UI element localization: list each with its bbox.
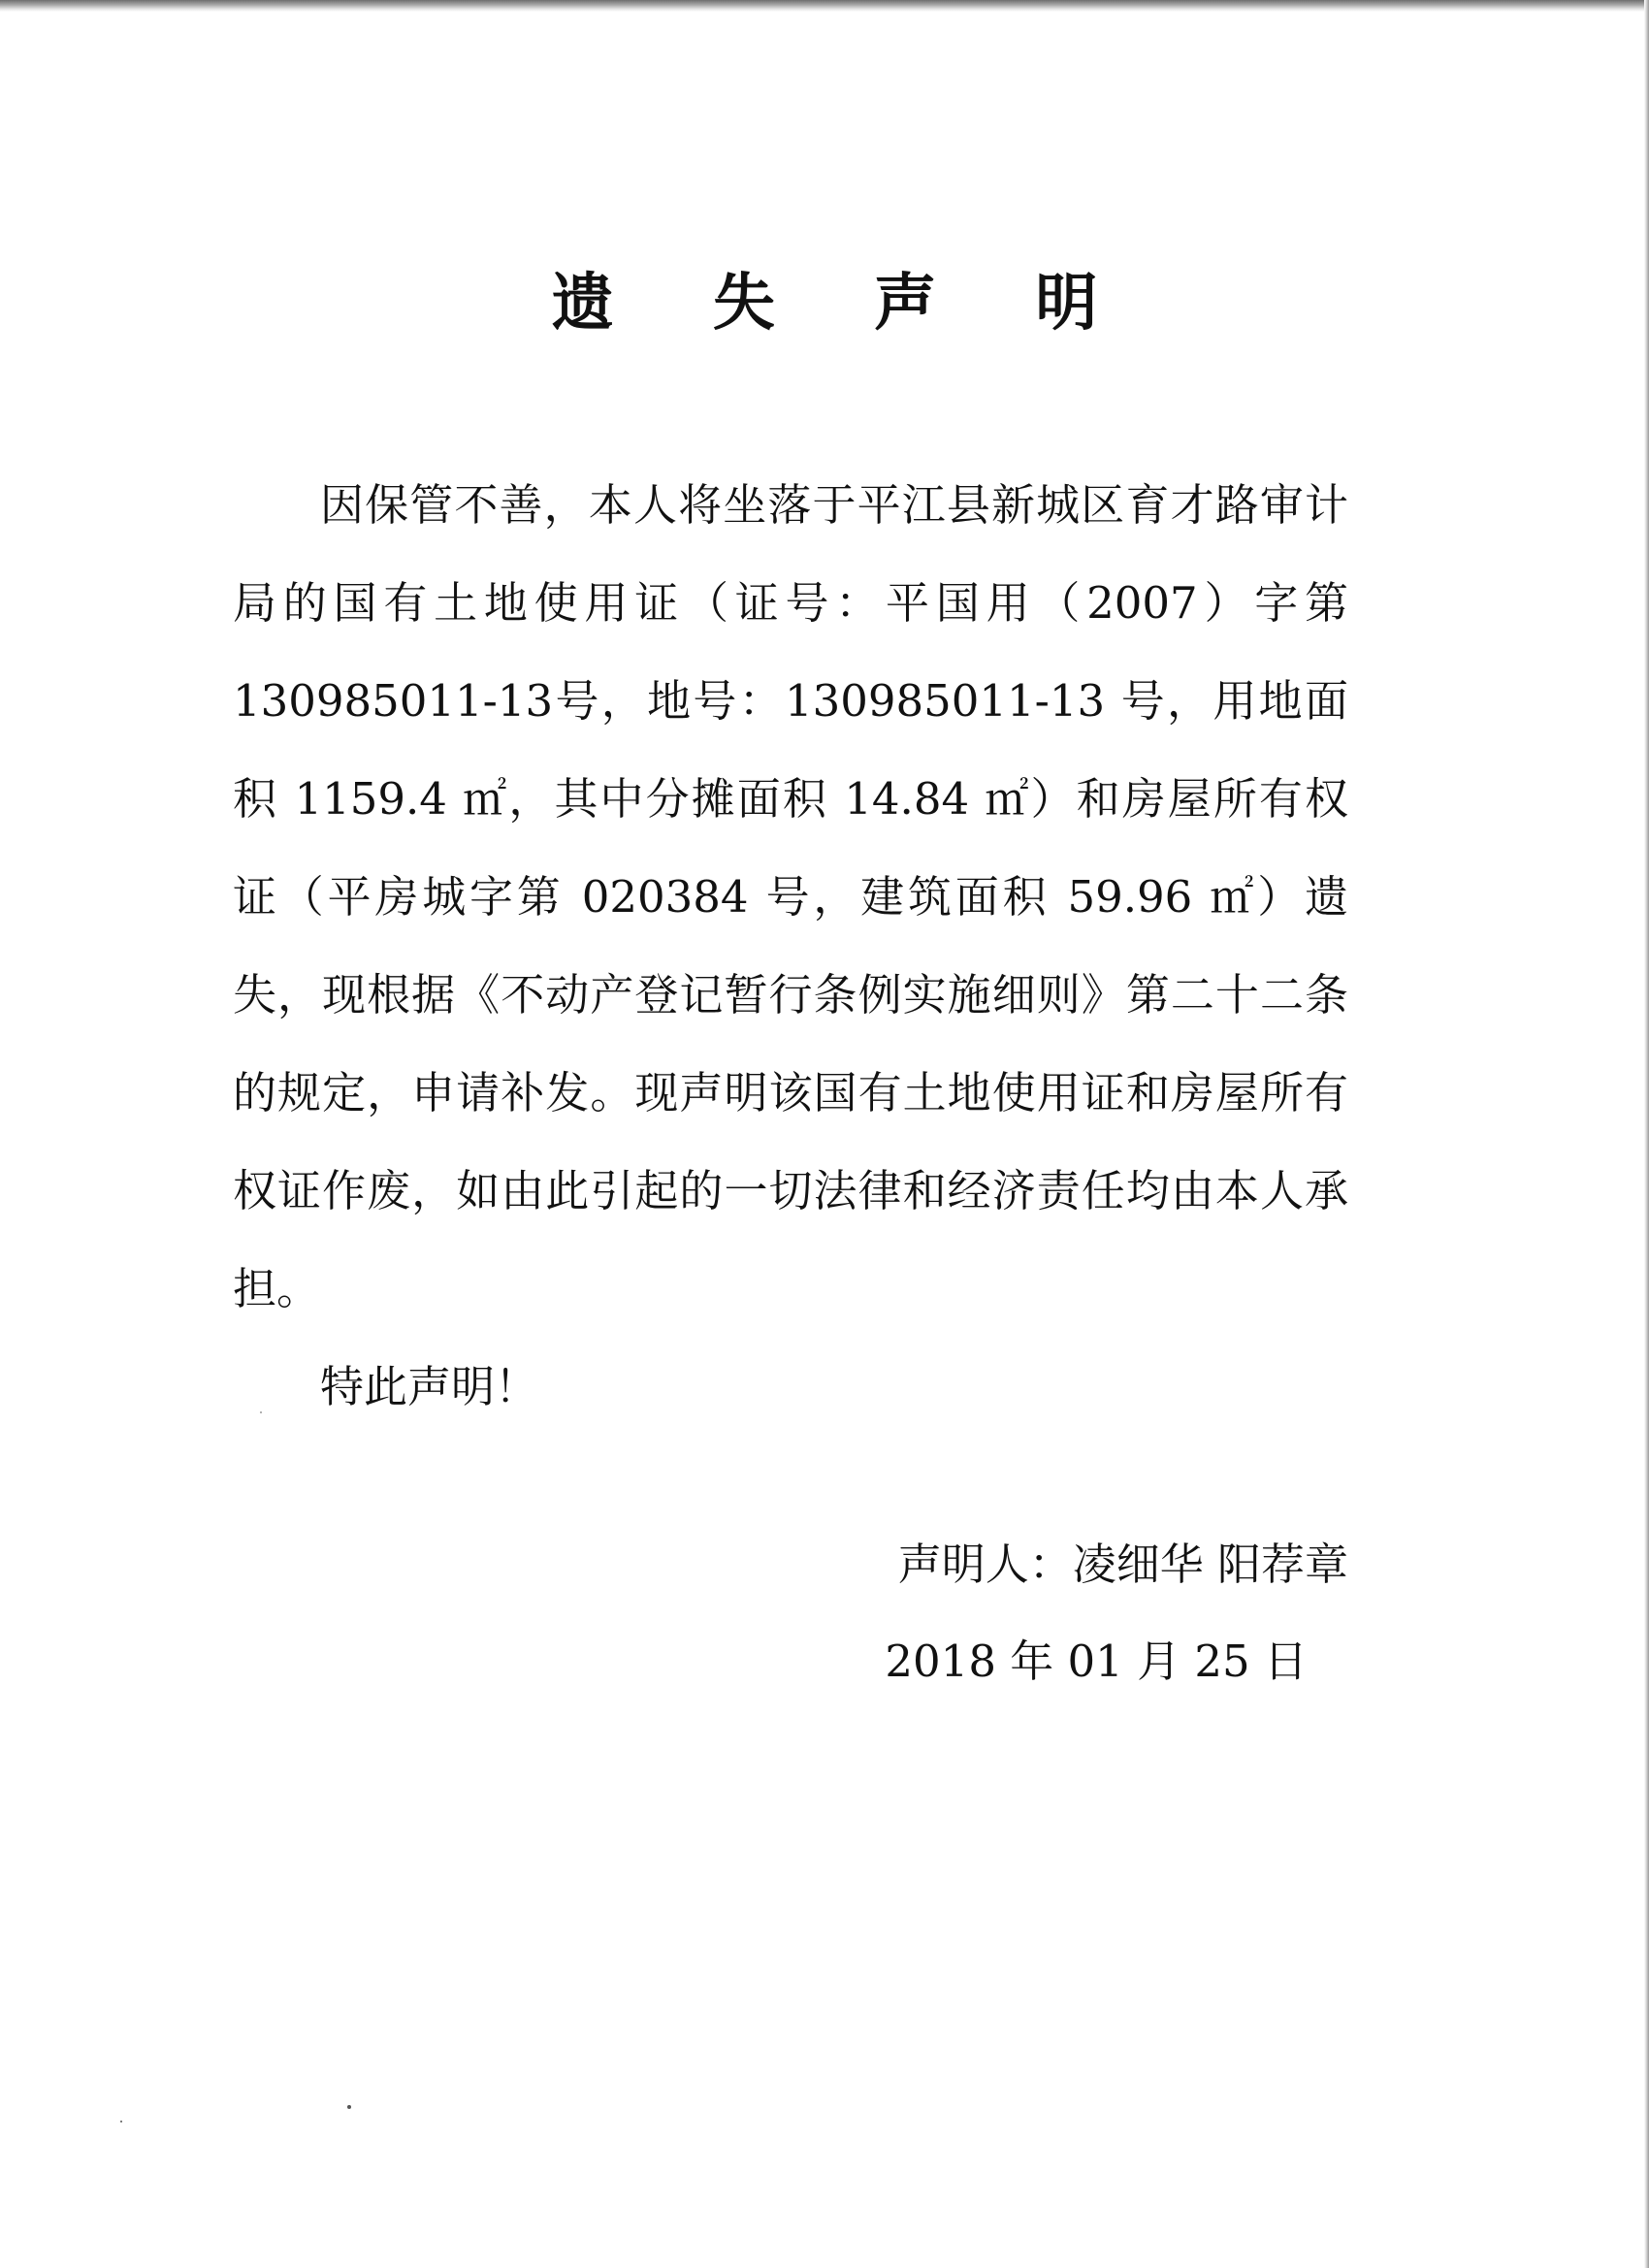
scan-speck <box>120 2121 122 2122</box>
document-title: 遗 失 声 明 <box>551 268 1137 340</box>
body-paragraph-closing: 特此声明！ <box>320 1361 539 1412</box>
date-line: 2018 年 01 月 25 日 <box>885 1636 1308 1687</box>
document-body <box>233 456 1348 1436</box>
scan-edge-top <box>0 0 1649 12</box>
scan-speck <box>260 1411 262 1413</box>
scan-speck <box>347 2105 351 2109</box>
signer-line: 声明人：凌细华 阳荐章 <box>897 1539 1348 1590</box>
body-paragraph-main: 因保管不善，本人将坐落于平江县新城区育才路审计局的国有土地使用证（证号：平国用（2007）字第 130985011-13号，地号：130985011-13 号，用地面积 1159.4 ㎡，其中分摊面积 14.84 ㎡）和房屋所有权证（平房城字第 020384 号，建筑面积 59.96 ㎡）遗失，现根据《不动产登记暂行条例实施细则》第二十二条的规定，申请补发。现声明该国有土地使用证和房屋所有权证作废，如由此引起的一切法律和经济责任均由本人承担。 <box>233 479 1348 1314</box>
